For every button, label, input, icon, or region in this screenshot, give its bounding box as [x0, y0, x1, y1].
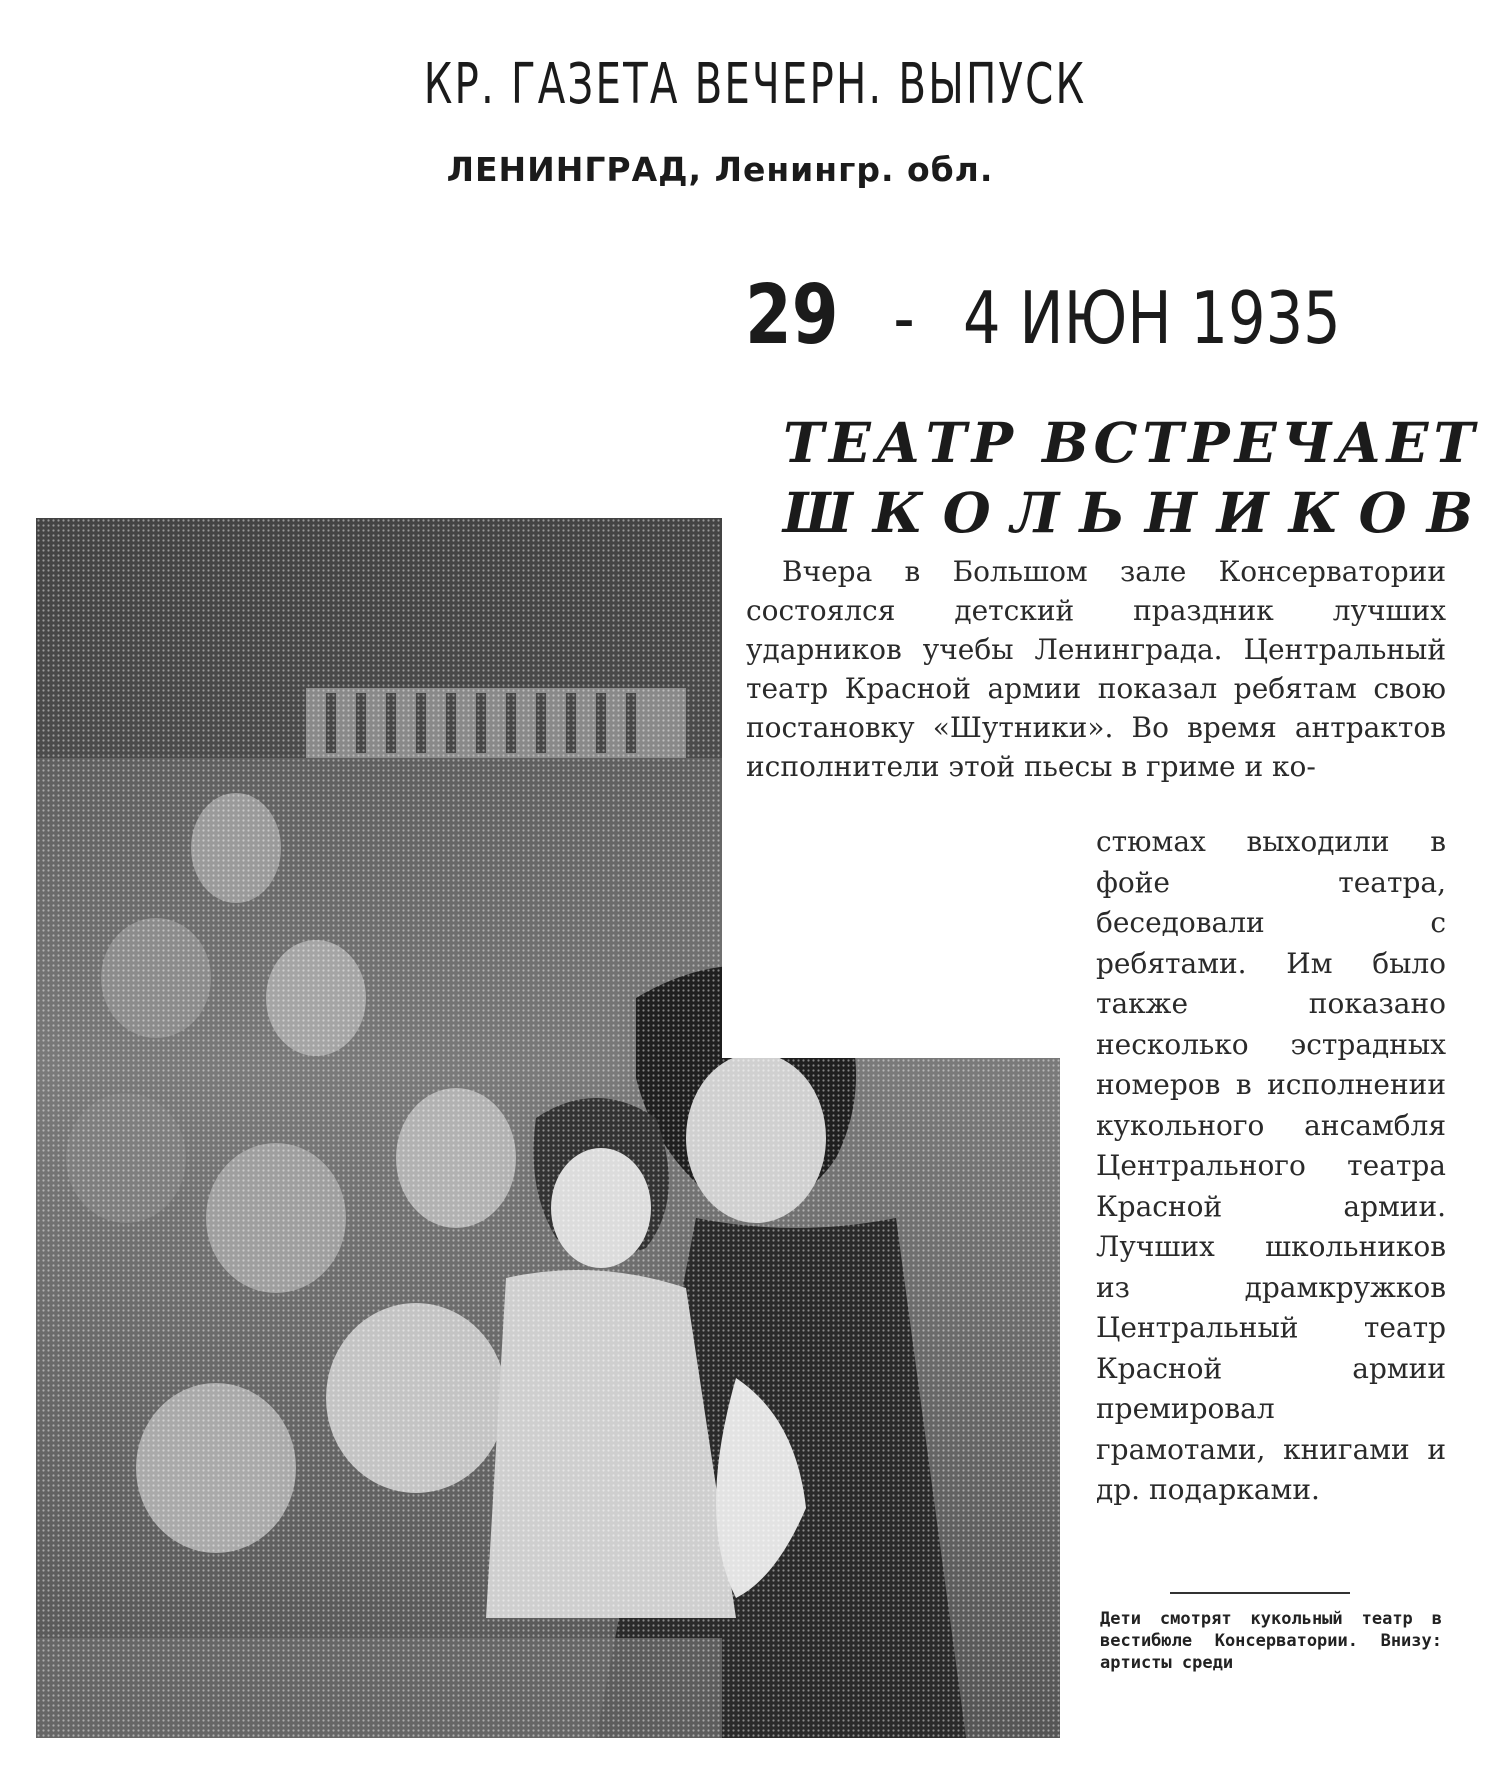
article-body-bottom: стюмах выходили в фойе театра, беседовали с ребятами. Им было также показано несколько эстрадных номеров в исполнении кукольного ансамбля Центрального театра Красной армии. Лучших школьников из драмкружков Центральный театр Красной армии премировал грамотами, книгами и др. подарками.	[1096, 825, 1446, 1506]
article-body-top: Вчера в Большом зале Консерватории состоялся детский праздник лучших ударников учебы Ленинграда. Центральный театр Красной армии показал ребятам свою постановку «Шутники». Во время антрактов исполнители этой пьесы в гриме и ко-	[746, 555, 1446, 783]
date-stamp-year: 1935	[1190, 276, 1341, 360]
caption-divider	[1170, 1592, 1350, 1594]
headline-line-1: ТЕАТР ВСТРЕЧАЕТ	[783, 410, 1480, 475]
newspaper-title: КР. ГАЗЕТА ВЕЧЕРН. ВЫПУСК	[423, 52, 1087, 117]
headline-line-2: ШКОЛЬНИКОВ	[783, 480, 1494, 545]
date-stamp-day: 29	[745, 268, 839, 363]
date-stamp-month: 4 ИЮН	[963, 276, 1172, 360]
date-stamp	[745, 268, 1341, 363]
newspaper-location: ЛЕНИНГРАД, Ленингр. обл.	[446, 150, 994, 189]
photo-caption: Дети смотрят кукольный театр в вестибюле Консерватории. Внизу: артисты среди	[1100, 1609, 1442, 1673]
date-stamp-separator: -	[893, 276, 915, 360]
article-headline	[783, 408, 1494, 548]
